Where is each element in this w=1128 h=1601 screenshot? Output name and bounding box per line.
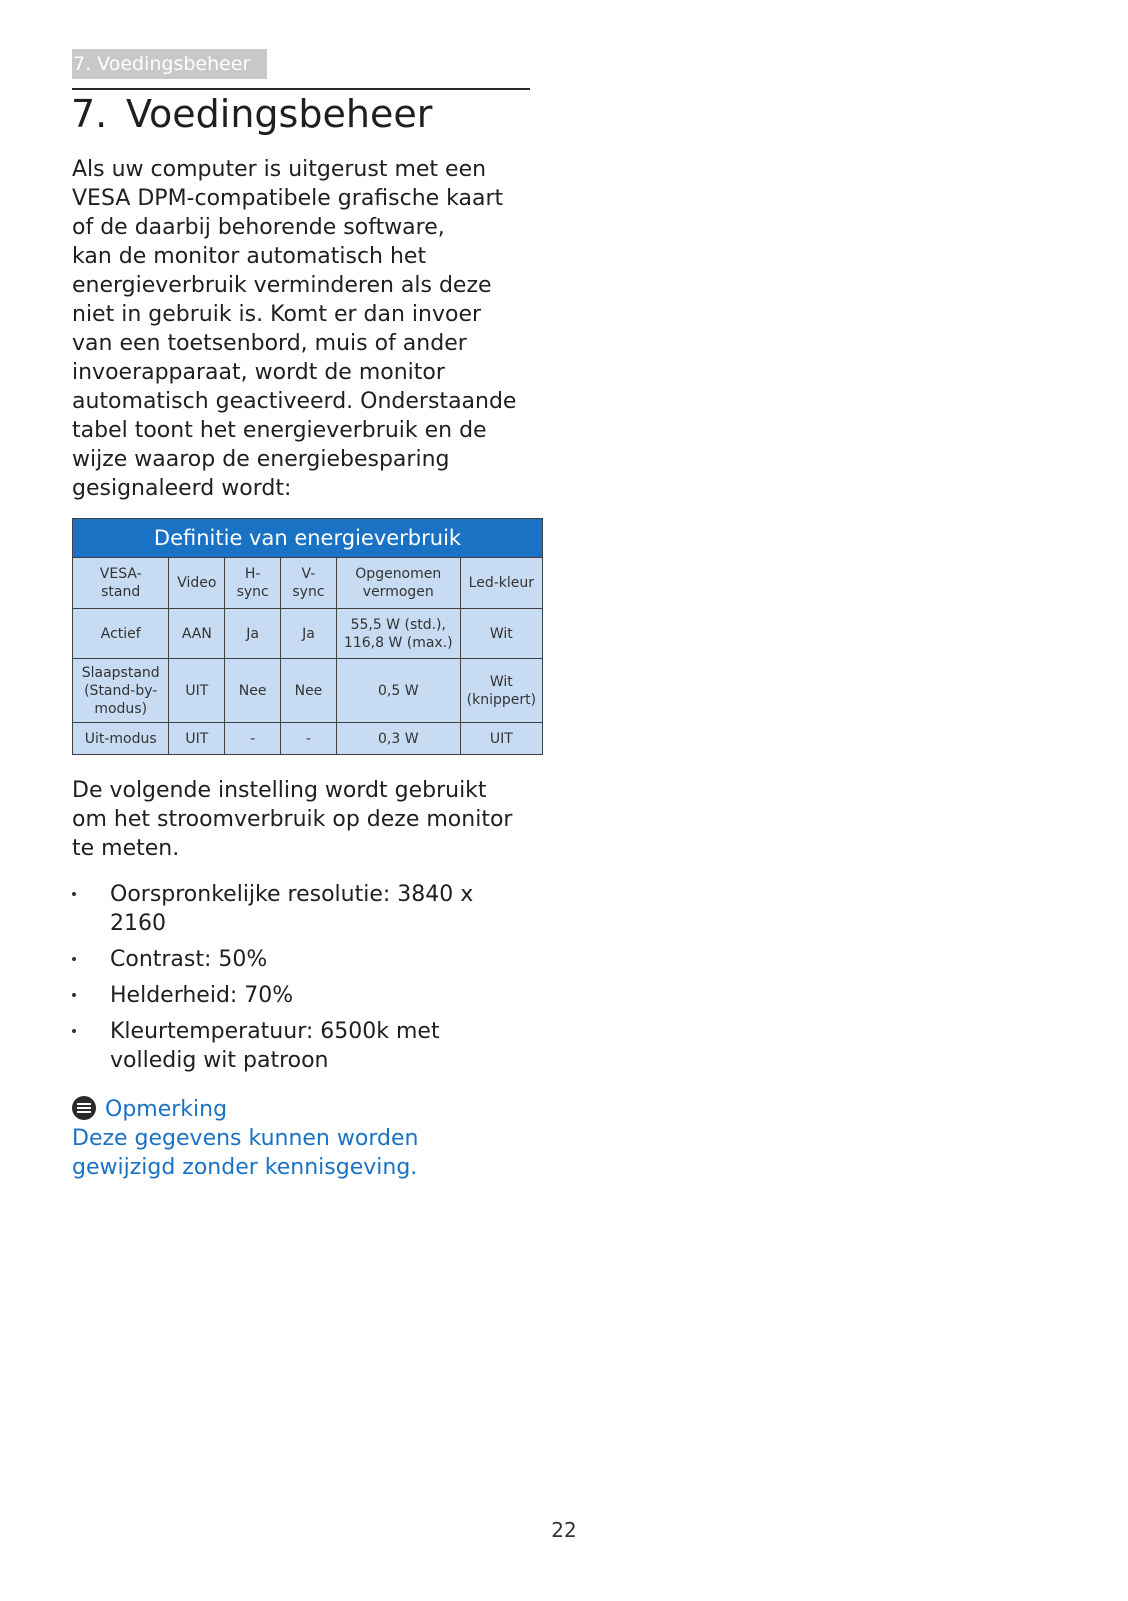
intro-line: niet in gebruik is. Komt er dan invoer <box>72 302 482 327</box>
intro-line: Als uw computer is uitgerust met een <box>72 157 487 182</box>
intro-line: wijze waarop de energiebesparing <box>72 447 450 472</box>
intro-line: of de daarbij behorende software, <box>72 215 445 240</box>
intro-line: kan de monitor automatisch het <box>72 244 427 269</box>
table-cell <box>336 609 460 659</box>
cell-line: UIT <box>489 730 513 747</box>
measure-line: te meten. <box>72 836 180 861</box>
cell-line: UIT <box>185 730 209 747</box>
header-cell-hsync <box>225 558 281 609</box>
bullet-icon <box>72 993 76 997</box>
cell-line: Actief <box>100 625 141 642</box>
table-cell <box>225 659 281 723</box>
intro-line: energieverbruik verminderen als deze <box>72 273 492 298</box>
table-cell <box>73 659 169 723</box>
list-item <box>72 1017 542 1075</box>
table-cell <box>460 659 542 723</box>
cell-line: Nee <box>294 682 323 699</box>
table-cell <box>225 723 281 755</box>
cell-line: Wit <box>489 625 513 642</box>
intro-line: gesignaleerd wordt: <box>72 476 292 501</box>
cell-line: AAN <box>181 625 212 642</box>
intro-paragraph <box>72 155 542 503</box>
table-cell <box>281 659 337 723</box>
list-item-line: 2160 <box>110 911 166 936</box>
note-line: gewijzigd zonder kennisgeving. <box>72 1155 418 1180</box>
list-item-line: volledig wit patroon <box>110 1048 329 1073</box>
header-cell-power <box>336 558 460 609</box>
page-number: 22 <box>551 1518 577 1542</box>
power-consumption-table <box>72 518 543 755</box>
header-cell-vsync <box>281 558 337 609</box>
list-item <box>72 981 542 1010</box>
chapter-number: 7. <box>71 92 108 136</box>
cell-line: Video <box>177 575 217 591</box>
table-cell <box>281 723 337 755</box>
intro-line: automatisch geactiveerd. Onderstaande <box>72 389 517 414</box>
header-cell-vesa <box>73 558 169 609</box>
note-body <box>72 1124 542 1182</box>
list-item <box>72 880 542 938</box>
cell-line: (Stand-by- <box>84 682 158 699</box>
cell-line: stand <box>101 584 141 600</box>
chapter-title: Voedingsbeheer <box>126 92 433 136</box>
cell-line: modus) <box>94 700 148 717</box>
cell-line: sync <box>236 584 269 600</box>
list-item <box>72 945 542 974</box>
cell-line: 0,5 W <box>377 682 419 699</box>
table-cell <box>460 723 542 755</box>
table-row <box>73 609 543 659</box>
cell-line: UIT <box>185 682 209 699</box>
table-header-row <box>73 558 543 609</box>
cell-line: Ja <box>302 625 315 642</box>
table-row <box>73 659 543 723</box>
cell-line: Opgenomen <box>355 566 442 582</box>
header-cell-led <box>460 558 542 609</box>
bullet-icon <box>72 957 76 961</box>
cell-line: Nee <box>238 682 267 699</box>
settings-list <box>72 880 542 1082</box>
table-cell <box>225 609 281 659</box>
table-cell <box>336 659 460 723</box>
table-cell <box>169 659 225 723</box>
cell-line: H- <box>244 566 261 582</box>
list-item-line: Helderheid: 70% <box>110 983 294 1008</box>
table-caption: Definitie van energieverbruik <box>73 519 543 558</box>
cell-line: Slaapstand <box>81 664 160 681</box>
page-title <box>71 90 432 138</box>
intro-line: tabel toont het energieverbruik en de <box>72 418 487 443</box>
list-item-line: Oorspronkelijke resolutie: 3840 x <box>110 882 474 907</box>
cell-line: Wit <box>489 673 513 690</box>
intro-line: VESA DPM-compatibele grafische kaart <box>72 186 504 211</box>
cell-line: sync <box>292 584 325 600</box>
cell-line: Uit-modus <box>84 730 157 747</box>
table-cell <box>169 609 225 659</box>
note-heading <box>72 1095 227 1124</box>
cell-line: - <box>305 730 311 747</box>
table-cell <box>73 723 169 755</box>
note-label: Opmerking <box>105 1097 228 1122</box>
note-icon <box>72 1096 96 1120</box>
cell-line: 55,5 W (std.), <box>350 616 446 633</box>
list-item-line: Kleurtemperatuur: 6500k met <box>110 1019 440 1044</box>
table-row <box>73 723 543 755</box>
intro-line: van een toetsenbord, muis of ander <box>72 331 467 356</box>
bullet-icon <box>72 1029 76 1033</box>
header-cell-video <box>169 558 225 609</box>
cell-line: (knippert) <box>466 691 537 708</box>
cell-line: Led-kleur <box>468 575 535 591</box>
table-cell <box>336 723 460 755</box>
note-line: Deze gegevens kunnen worden <box>72 1126 419 1151</box>
measurement-paragraph <box>72 776 542 863</box>
bullet-icon <box>72 892 76 896</box>
cell-line: V- <box>301 566 316 582</box>
table-cell <box>460 609 542 659</box>
list-item-line: Contrast: 50% <box>110 947 268 972</box>
cell-line: - <box>250 730 256 747</box>
cell-line: vermogen <box>362 584 434 600</box>
table-cell <box>281 609 337 659</box>
intro-line: invoerapparaat, wordt de monitor <box>72 360 445 385</box>
table-cell <box>169 723 225 755</box>
cell-line: Ja <box>246 625 259 642</box>
cell-line: 0,3 W <box>377 730 419 747</box>
table-cell <box>73 609 169 659</box>
section-header-tab: 7. Voedingsbeheer <box>72 49 267 79</box>
measure-line: De volgende instelling wordt gebruikt <box>72 778 487 803</box>
cell-line: 116,8 W (max.) <box>343 634 453 651</box>
cell-line: VESA- <box>99 566 142 582</box>
measure-line: om het stroomverbruik op deze monitor <box>72 807 513 832</box>
